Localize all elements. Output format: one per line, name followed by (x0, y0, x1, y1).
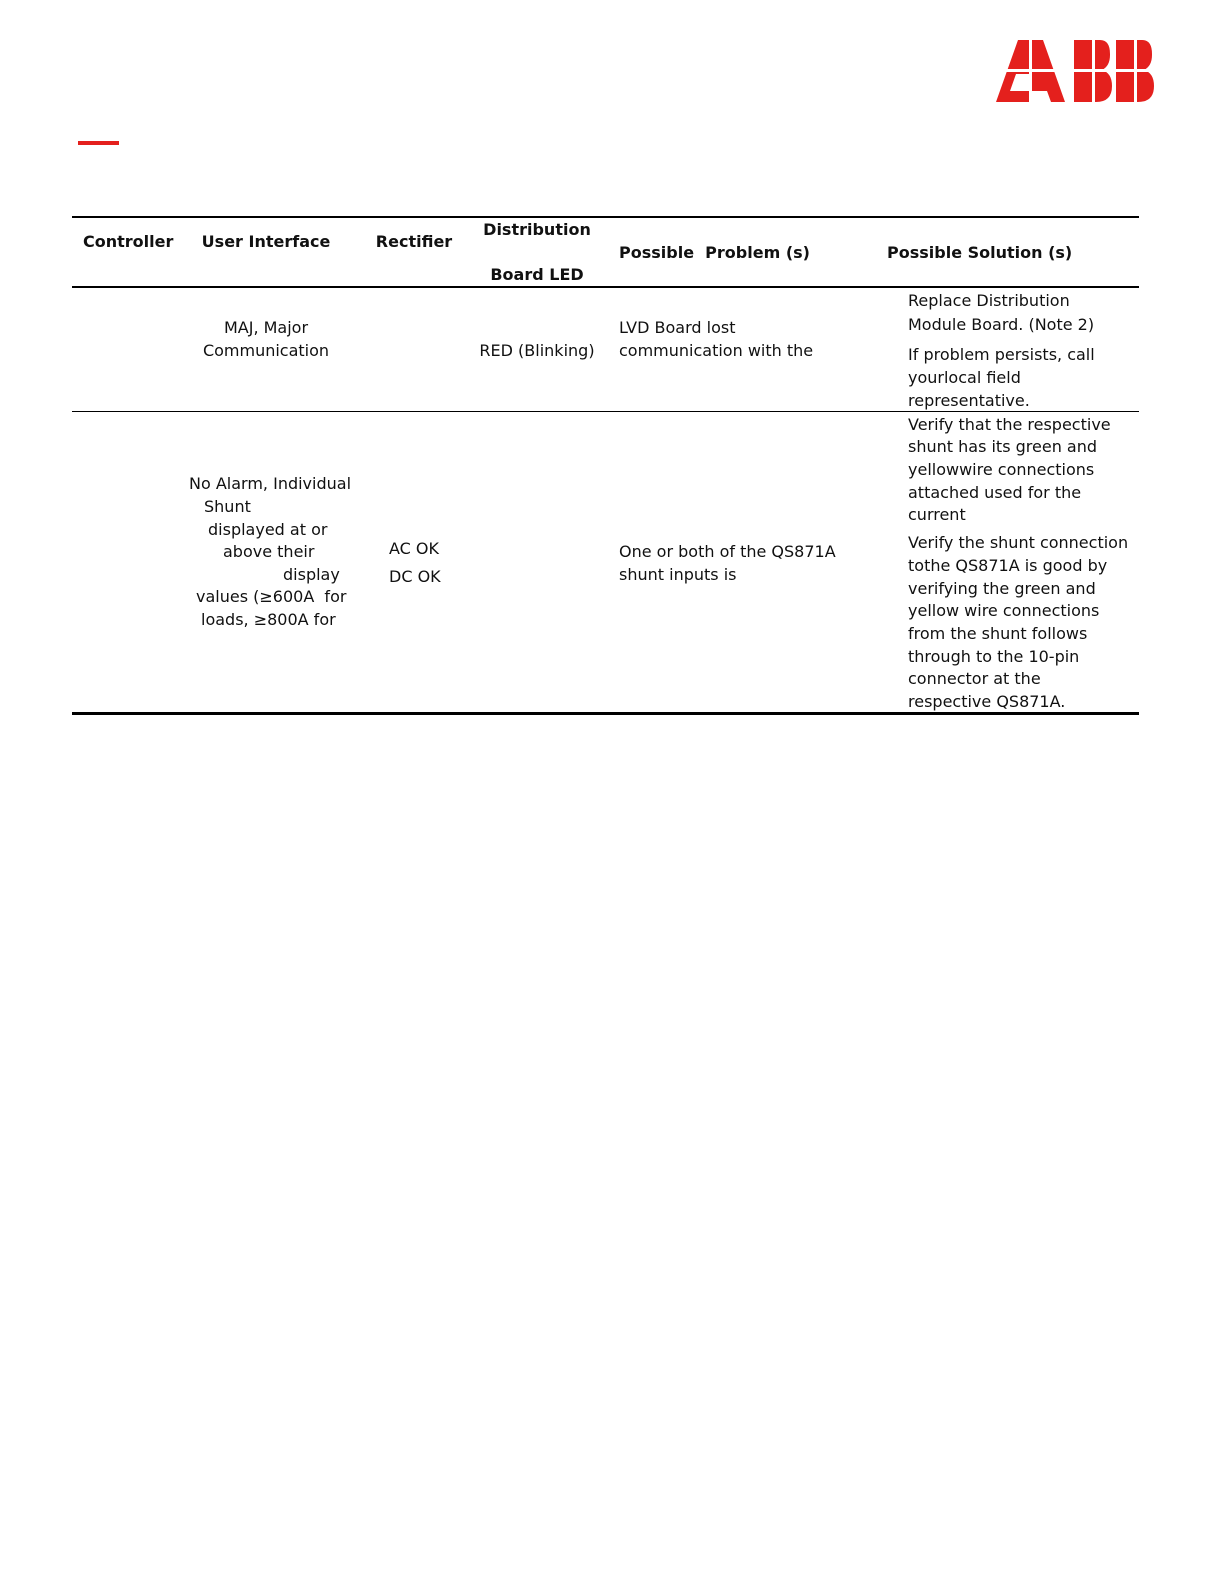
table-cell: verifying the green and (908, 579, 1096, 598)
table-cell: If problem persists, call (908, 345, 1095, 364)
table-cell: No Alarm, Individual (189, 474, 352, 493)
table-cell: Shunt (204, 497, 251, 516)
table-header-rule (72, 286, 1139, 288)
table-cell: Verify the shunt connection (908, 533, 1129, 552)
table-cell: yellow wire connections (908, 601, 1100, 620)
table-cell: LVD Board lost (619, 318, 736, 337)
table-cell: connector at the (908, 669, 1041, 688)
table-cell: from the shunt follows (908, 624, 1088, 643)
table-cell: display (283, 565, 340, 584)
header-rectifier: Rectifier (375, 232, 453, 251)
table-cell: shunt inputs is (619, 565, 737, 584)
header-problem: Possible Problem (s) (619, 243, 810, 262)
table-cell: RED (Blinking) (479, 341, 595, 360)
table-cell: yellowwire connections (908, 460, 1095, 479)
table-cell: yourlocal field (908, 368, 1021, 387)
table-cell: Verify that the respective (908, 415, 1111, 434)
table-cell: communication with the (619, 341, 814, 360)
table-top-rule (72, 216, 1139, 218)
header-distribution-line1: Distribution (483, 220, 591, 239)
table-cell: Communication (202, 341, 330, 360)
table-cell: through to the 10-pin (908, 647, 1080, 666)
table-cell: MAJ, Major (223, 318, 309, 337)
header-controller: Controller (83, 232, 174, 251)
abb-logo (996, 40, 1154, 102)
header-distribution-line2: Board LED (490, 265, 584, 284)
table-cell: One or both of the QS871A (619, 542, 836, 561)
table-cell: loads, ≥800A for (201, 610, 336, 629)
table-cell: displayed at or (208, 520, 328, 539)
table-cell: respective QS871A. (908, 692, 1066, 711)
table-cell: Module Board. (Note 2) (908, 315, 1095, 334)
table-cell: representative. (908, 391, 1030, 410)
table-cell: values (≥600A for (196, 587, 347, 606)
table-cell: shunt has its green and (908, 437, 1098, 456)
table-cell: Replace Distribution (908, 291, 1070, 310)
table-cell: tothe QS871A is good by (908, 556, 1108, 575)
header-solution: Possible Solution (s) (887, 243, 1073, 262)
table-cell: attached used for the (908, 483, 1082, 502)
table-cell: current (908, 505, 966, 524)
table-cell: AC OK (389, 539, 440, 558)
header-user-interface: User Interface (201, 232, 331, 251)
table-cell: DC OK (389, 567, 441, 586)
accent-bar (78, 141, 119, 145)
table-cell: above their (223, 542, 315, 561)
